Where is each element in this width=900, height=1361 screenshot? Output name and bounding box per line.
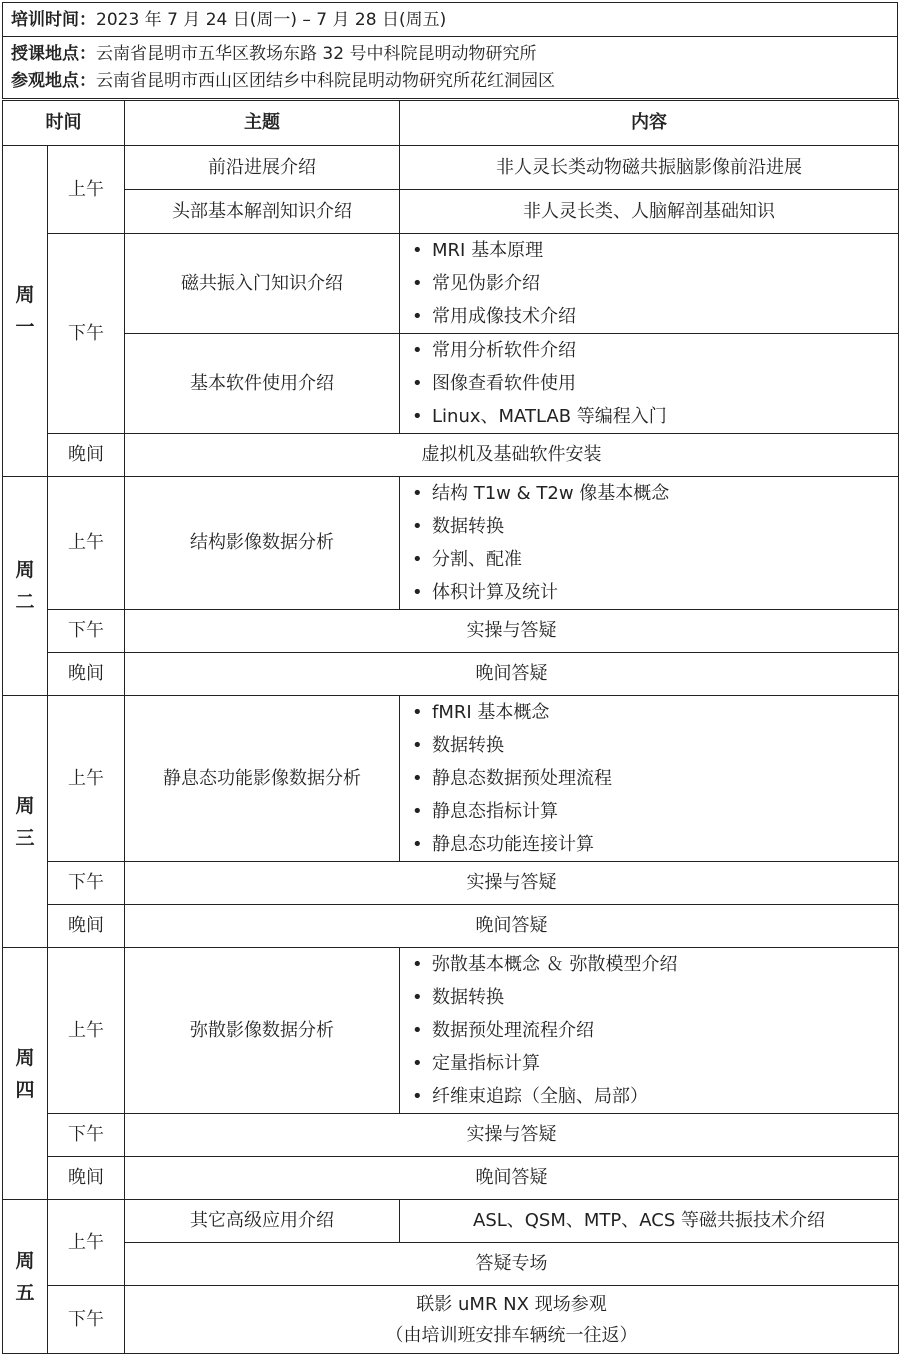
table-row [3,190,899,234]
table-row [3,862,899,905]
list-item: • 静息态指标计算 [410,795,898,828]
header-topic: 主题 [125,100,400,146]
period-thu-evening: 晚间 [48,1157,125,1200]
topic-cell: 静息态功能影像数据分析 [125,696,400,862]
period-wed-afternoon: 下午 [48,862,125,905]
table-row [3,948,899,1114]
table-row [3,696,899,862]
list-item: • fMRI 基本概念 [410,696,898,729]
content-list-cell [400,234,899,334]
period-mon-evening: 晚间 [48,434,125,477]
list-item: • 分割、配准 [410,543,898,576]
list-item: • 常用成像技术介绍 [410,300,898,333]
bullet-list [410,477,898,609]
period-tue-morning: 上午 [48,477,125,610]
transport-note: （由培训班安排车辆统一往返） [385,1324,638,1346]
venue-value: 云南省昆明市五华区教场东路 32 号中科院昆明动物研究所 [96,44,537,64]
table-row [3,1200,899,1243]
venue-label: 授课地点： [11,44,96,64]
list-item: • 数据转换 [410,510,898,543]
period-wed-morning: 上午 [48,696,125,862]
content-cell: 非人灵长类、人脑解剖基础知识 [400,190,899,234]
period-tue-evening: 晚间 [48,653,125,696]
content-cell: ASL、QSM、MTP、ACS 等磁共振技术介绍 [400,1200,899,1243]
day-label-mon: 周 一 [3,146,48,477]
topic-cell: 基本软件使用介绍 [125,334,400,434]
content-list-cell [400,334,899,434]
list-item: • 数据预处理流程介绍 [410,1014,898,1047]
content-cell: 晚间答疑 [125,905,899,948]
content-cell: 非人灵长类动物磁共振脑影像前沿进展 [400,146,899,190]
content-cell [125,1286,899,1354]
list-item: • 定量指标计算 [410,1047,898,1080]
period-tue-afternoon: 下午 [48,610,125,653]
table-header-row [3,100,899,146]
day-label-wed: 周 三 [3,696,48,948]
table-row [3,905,899,948]
header-time: 时间 [3,100,125,146]
content-cell: 实操与答疑 [125,862,899,905]
content-cell: 虚拟机及基础软件安装 [125,434,899,477]
period-fri-morning: 上午 [48,1200,125,1286]
content-list-cell [400,948,899,1114]
topic-cell: 其它高级应用介绍 [125,1200,400,1243]
bullet-list [410,948,898,1113]
period-fri-afternoon: 下午 [48,1286,125,1354]
period-mon-afternoon: 下午 [48,234,125,434]
list-item: • 数据转换 [410,729,898,762]
list-item: • 常见伪影介绍 [410,267,898,300]
header-content: 内容 [400,100,899,146]
table-row [3,477,899,610]
visit-row [3,70,897,98]
schedule-document [2,2,898,1354]
visit-value: 云南省昆明市西山区团结乡中科院昆明动物研究所花红洞园区 [96,71,555,91]
list-item: • 体积计算及统计 [410,576,898,609]
list-item: • 静息态数据预处理流程 [410,762,898,795]
list-item: • Linux、MATLAB 等编程入门 [410,400,898,433]
training-time-value: 2023 年 7 月 24 日(周一) – 7 月 28 日(周五) [96,10,447,30]
list-item: • 数据转换 [410,981,898,1014]
schedule-table [2,98,899,1354]
table-row [3,146,899,190]
content-cell: 答疑专场 [125,1243,899,1286]
venue-row [3,37,897,70]
table-row [3,1114,899,1157]
content-list-cell [400,477,899,610]
list-item: • 纤维束追踪（全脑、局部） [410,1080,898,1113]
period-wed-evening: 晚间 [48,905,125,948]
day-label-tue: 周 二 [3,477,48,696]
visit-line: 联影 uMR NX 现场参观 [416,1293,607,1315]
topic-cell: 头部基本解剖知识介绍 [125,190,400,234]
period-mon-morning: 上午 [48,146,125,234]
topic-cell: 结构影像数据分析 [125,477,400,610]
table-row [3,653,899,696]
training-time-label: 培训时间： [11,10,96,30]
content-list-cell [400,696,899,862]
visit-label: 参观地点： [11,71,96,91]
bullet-list [410,334,898,433]
period-thu-morning: 上午 [48,948,125,1114]
bullet-list [410,696,898,861]
table-row [3,610,899,653]
content-cell: 晚间答疑 [125,1157,899,1200]
period-thu-afternoon: 下午 [48,1114,125,1157]
list-item: • 结构 T1w & T2w 像基本概念 [410,477,898,510]
day-label-thu: 周 四 [3,948,48,1200]
list-item: • 常用分析软件介绍 [410,334,898,367]
bullet-list [410,234,898,333]
list-item: • 静息态功能连接计算 [410,828,898,861]
table-row [3,234,899,334]
content-cell: 实操与答疑 [125,610,899,653]
training-info [2,2,898,98]
table-row [3,434,899,477]
table-row [3,334,899,434]
content-cell: 实操与答疑 [125,1114,899,1157]
list-item: • MRI 基本原理 [410,234,898,267]
table-row [3,1243,899,1286]
topic-cell: 前沿进展介绍 [125,146,400,190]
content-cell: 晚间答疑 [125,653,899,696]
topic-cell: 磁共振入门知识介绍 [125,234,400,334]
table-row [3,1286,899,1354]
list-item: • 图像查看软件使用 [410,367,898,400]
list-item: • 弥散基本概念 ＆ 弥散模型介绍 [410,948,898,981]
table-row [3,1157,899,1200]
day-label-fri: 周 五 [3,1200,48,1354]
topic-cell: 弥散影像数据分析 [125,948,400,1114]
training-time-row [3,3,897,37]
